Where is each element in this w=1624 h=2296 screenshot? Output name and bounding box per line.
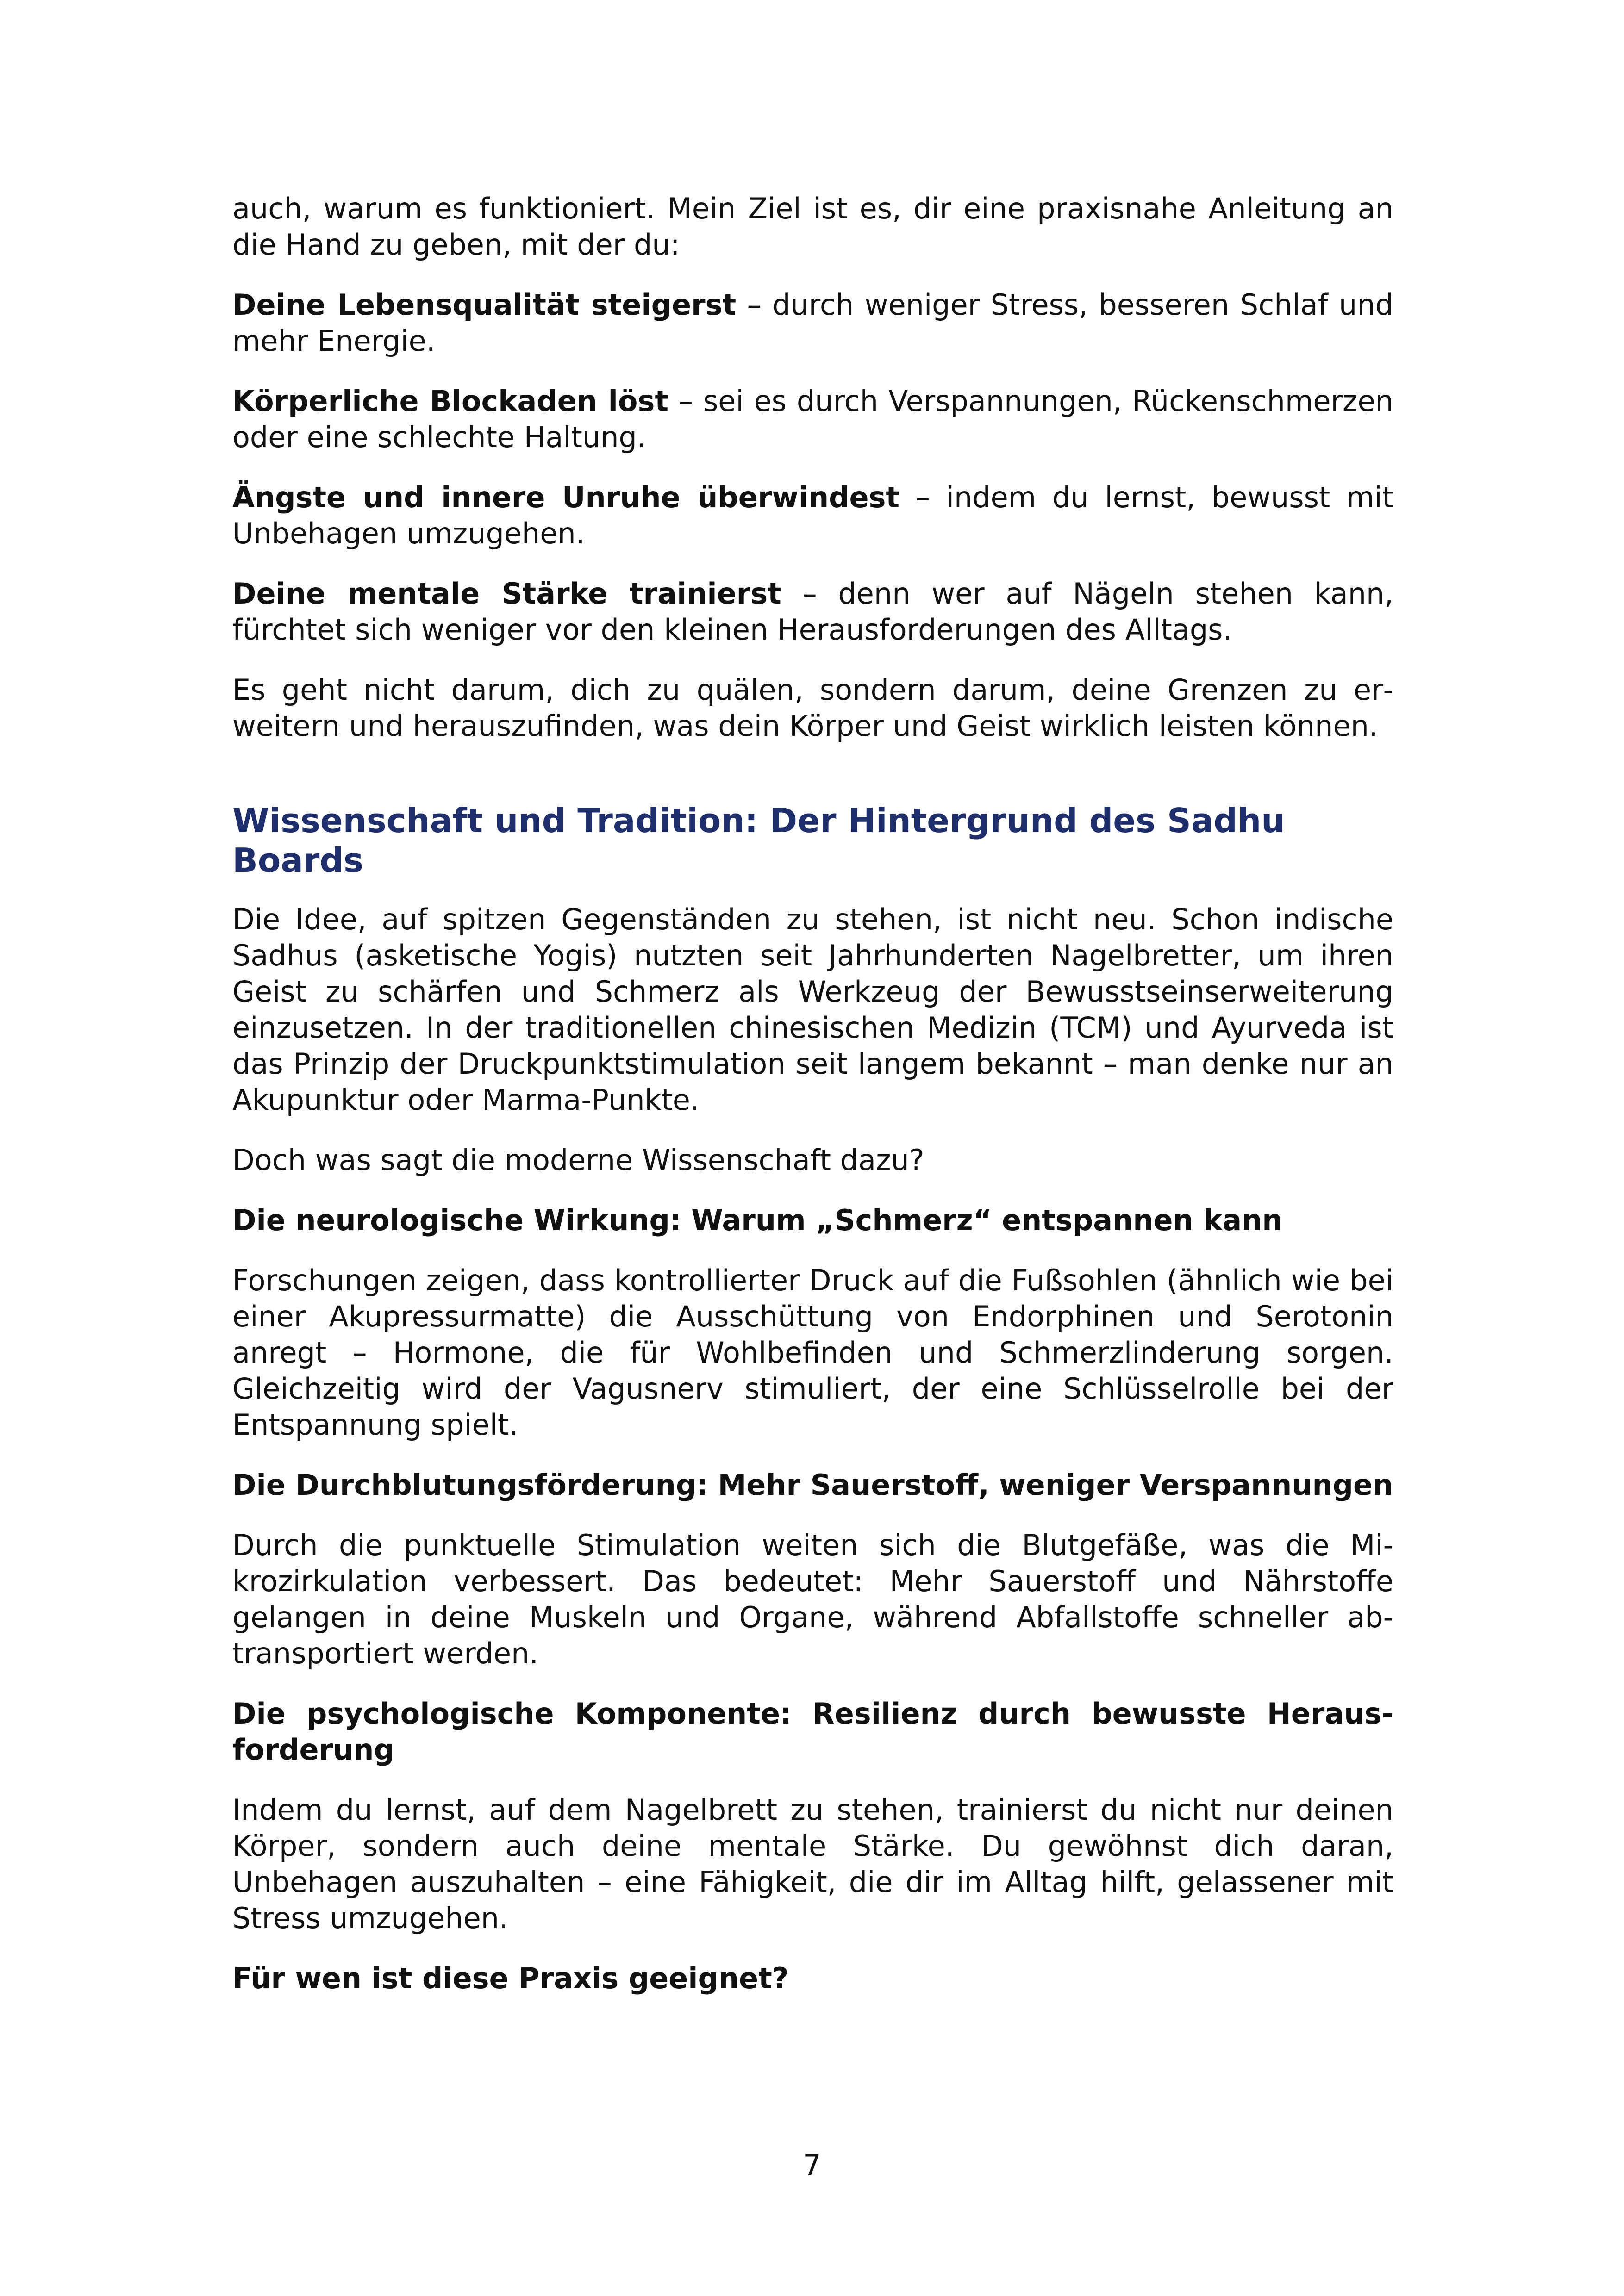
benefit-item [232,576,1393,648]
benefit-text: – denn wer auf Nägeln stehen kann, fürchtet sich weniger vor den kleinen Herausforderungen des Alltags. [232,577,1393,647]
section-paragraph: Die Idee, auf spitzen Gegenständen zu stehen, ist nicht neu. Schon indische Sadhus (asketische Yogis) nutzten seit Jahrhunderten Nagelbretter, um ihren Geist zu schärfen und Schmerz als Werkzeug der Bewusstseinserweiterung einzusetzen. In der traditionellen chinesischen Medizin (TCM) und Ayurveda ist das Prinzip der Druckpunktstimulation seit langem bekannt – man denke nur an Akupunktur oder Marma-Punkte. [232,902,1393,1117]
page-number: 7 [803,2148,821,2182]
subsection-text: Forschungen zeigen, dass kontrollierter Druck auf die Fußsohlen (ähnlich wie bei einer Akupressurmatte) die Ausschüttung von Endorphinen und Serotonin anregt – Hormone, die für Wohlbefinden und Schmerzlinderung sorgen. Gleichzeitig wird der Vagusnerv stimuliert, der eine Schlüsselrolle bei der Entspannung spielt. [232,1263,1393,1442]
benefit-lead: Körperliche Blockaden löst [232,384,669,418]
subsection-heading: Für wen ist diese Praxis geeignet? [232,1961,789,1995]
page-content [232,191,1393,2021]
section-paragraph: Doch was sagt die moderne Wissenschaft dazu? [232,1143,924,1177]
intro-closing: Es geht nicht darum, dich zu quälen, sondern darum, deine Grenzen zu erweitern und herauszufinden, was dein Körper und Geist wirklich leisten können. [232,673,1393,743]
benefit-text: – sei es durch Verspannungen, Rückenschmerzen oder eine schlechte Haltung. [232,384,1393,454]
section-heading: Wissenschaft und Tradition: Der Hintergrund des Sadhu Boards [232,801,1285,880]
benefit-text: – indem du lernst, bewusst mit Unbehagen umzugehen. [232,480,1393,550]
benefit-text: – durch weniger Stress, besseren Schlaf und mehr Energie. [232,288,1393,358]
benefit-lead: Ängste und innere Unruhe überwindest [232,480,900,514]
subsection-text: Durch die punktuelle Stimulation weiten sich die Blutgefäße, was die Mikrozirkulation verbessert. Das bedeutet: Mehr Sauerstoff und Nährstoffe gelangen in deine Muskeln und Organe, während Abfallstoffe schneller abtransportiert werden. [232,1528,1393,1670]
benefit-item [232,287,1393,359]
benefit-item [232,383,1393,455]
benefit-lead: Deine Lebensqualität steigerst [232,288,737,322]
benefit-lead: Deine mentale Stärke trainierst [232,577,781,610]
intro-opening: auch, warum es funktioniert. Mein Ziel ist es, dir eine praxisnahe Anleitung an die Hand zu geben, mit der du: [232,192,1393,261]
subsection-text: Indem du lernst, auf dem Nagelbrett zu stehen, trainierst du nicht nur deinen Körper, sondern auch deine mentale Stärke. Du gewöhnst dich daran, Unbehagen auszuhalten – eine Fähigkeit, die dir im Alltag hilft, gelassener mit Stress umzugehen. [232,1793,1393,1935]
subsection-heading: Die psychologische Komponente: Resilienz durch bewusste Herausforderung [232,1697,1393,1767]
benefit-item [232,479,1393,552]
subsection-heading: Die Durchblutungsförderung: Mehr Sauerstoff, weniger Verspannungen [232,1468,1393,1502]
subsection-heading: Die neurologische Wirkung: Warum „Schmerz“ entspannen kann [232,1203,1283,1237]
